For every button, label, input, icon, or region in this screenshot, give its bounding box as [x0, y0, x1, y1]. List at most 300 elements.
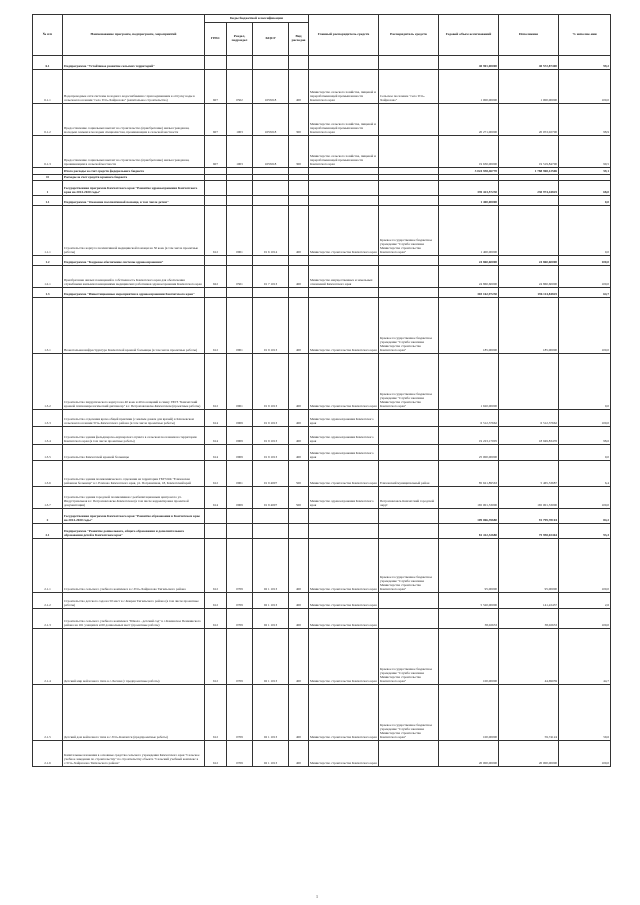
row-exec — [499, 196, 559, 206]
row-main-admin: Министерство сельского хозяйства, пищевой и перерабатывающей промышленности Камчатского края — [309, 136, 379, 168]
row-number: 1.1 — [33, 196, 63, 206]
row-percent: 64,7 — [559, 288, 611, 298]
row-name: Строительство здания поликлинического отделения на территории ГБУЗ КК "Елизовская районная больница" в г. Елизово Камчатского края, ул. Пограничная, 18, Камчатский край — [63, 461, 205, 487]
row-main-admin — [309, 168, 379, 175]
row-name: Подпрограмма "Оказание паллиативной помощи, в том числе детям" — [63, 196, 205, 206]
row-name: Водопроводные сети системы холодного водоснабжения с присоединением к отпуску воды в сельском поселении "село Усть-Хайрюзово" (капитальное строительство) — [63, 70, 205, 104]
row-name: Предоставление социальных выплат на строительство (приобретение) жилья гражданам, молодым семьям и молодым специалистам, проживающим в сельской местности — [63, 104, 205, 136]
row-rz: 0709 — [227, 685, 253, 741]
row-total: 25 000,00000 — [439, 445, 499, 461]
row-grbs — [205, 509, 227, 524]
row-grbs: 607 — [205, 70, 227, 104]
row-rz — [227, 509, 253, 524]
row-vr: 400 — [289, 539, 309, 593]
row-grbs: 612 — [205, 593, 227, 609]
row-percent: 100,0 — [559, 410, 611, 427]
row-number: 6.1.1 — [33, 70, 63, 104]
row-exec: 44,69039 — [499, 629, 559, 685]
row-percent: 93,3 — [559, 524, 611, 539]
table-row — [33, 445, 611, 461]
row-kcsr: 01 7 1013 — [253, 266, 289, 288]
row-vr — [289, 181, 309, 196]
row-exec — [499, 445, 559, 461]
row-grbs — [205, 56, 227, 70]
table-row — [33, 487, 611, 509]
table-row — [33, 136, 611, 168]
row-kcsr: 02 1 1013 — [253, 609, 289, 629]
row-name: Подпрограмма "Кадровое обеспечение системы здравоохранения" — [63, 256, 205, 266]
row-number: 1.3 — [33, 288, 63, 298]
row-total: 40 901,00000 — [439, 56, 499, 70]
row-main-admin: Министерство строительства Камчатского края — [309, 609, 379, 629]
row-main-admin: Министерство здравоохранения Камчатского края — [309, 445, 379, 461]
row-number: 1.3.6 — [33, 461, 63, 487]
row-name: Подпрограмма "Инвестиционные мероприятия в здравоохранении Камчатского края" — [63, 288, 205, 298]
table-body — [33, 56, 611, 767]
row-admin — [379, 593, 439, 609]
row-grbs: 612 — [205, 629, 227, 685]
row-percent: 100,0 — [559, 266, 611, 288]
row-grbs — [205, 524, 227, 539]
row-number: 2 — [33, 509, 63, 524]
row-exec: 185,00000 — [499, 298, 559, 354]
row-main-admin: Министерство здравоохранения Камчатского края — [309, 410, 379, 427]
row-admin — [379, 410, 439, 427]
row-rz: 0901 — [227, 298, 253, 354]
row-percent: 0,0 — [559, 354, 611, 410]
row-vr — [289, 509, 309, 524]
row-name: Неонатальная инфраструктура Камчатской краевой больницы (в том числе проектные работы) — [63, 298, 205, 354]
row-total: 339 423,57230 — [439, 181, 499, 196]
row-total: 185,00000 — [439, 298, 499, 354]
row-exec — [499, 206, 559, 256]
row-kcsr: 01 9 4007 — [253, 461, 289, 487]
row-rz — [227, 168, 253, 175]
row-kcsr: 01 6 1014 — [253, 206, 289, 256]
row-percent: 0,0 — [559, 206, 611, 256]
row-rz: 0709 — [227, 593, 253, 609]
row-grbs: 607 — [205, 104, 227, 136]
row-vr: 500 — [289, 461, 309, 487]
row-number: 1.3.4 — [33, 427, 63, 445]
row-admin — [379, 288, 439, 298]
header-name: Наименование программ, подпрограмм, мероприятий — [63, 15, 205, 56]
row-rz: 0502 — [227, 70, 253, 104]
row-rz: 0909 — [227, 427, 253, 445]
row-number: 1.3.1 — [33, 298, 63, 354]
row-total: 20 271,00000 — [439, 104, 499, 136]
row-kcsr — [253, 256, 289, 266]
row-main-admin: Министерство здравоохранения Камчатского края — [309, 487, 379, 509]
row-name: Детский дом войлочного типа в с.Усть-Камчатск (предпроектные работы) — [63, 685, 205, 741]
table-row — [33, 593, 611, 609]
row-total: 1 400,00000 — [439, 206, 499, 256]
row-vr: 400 — [289, 685, 309, 741]
row-exec: 18 949,83476 — [499, 427, 559, 445]
row-percent: 100,0 — [559, 487, 611, 509]
row-exec: 75 958,02464 — [499, 524, 559, 539]
row-admin — [379, 256, 439, 266]
row-rz — [227, 196, 253, 206]
row-total: 6 512,37662 — [439, 410, 499, 427]
table-row — [33, 539, 611, 593]
row-total: 19 223,17005 — [439, 427, 499, 445]
row-rz: 0709 — [227, 609, 253, 629]
row-rz: 0901 — [227, 354, 253, 410]
row-vr: 400 — [289, 266, 309, 288]
row-grbs: 614 — [205, 410, 227, 427]
row-admin — [379, 266, 439, 288]
row-admin: Краевое государственное бюджетное учреждение "Служба заказчика Министерства строительства Камчатского края" — [379, 298, 439, 354]
row-number: 2.1.6 — [33, 741, 63, 767]
row-kcsr: 1655018 — [253, 136, 289, 168]
row-number: 2.1 — [33, 524, 63, 539]
row-grbs — [205, 256, 227, 266]
table-row — [33, 410, 611, 427]
row-main-admin: Министерство сельского хозяйства, пищевой и перерабатывающей промышленности Камчатского края — [309, 70, 379, 104]
row-admin — [379, 524, 439, 539]
row-total: 24 860,60000 — [439, 266, 499, 288]
row-kcsr: 01 9 1013 — [253, 445, 289, 461]
row-number: 1.3.5 — [33, 445, 63, 461]
row-kcsr: 02 1 1013 — [253, 685, 289, 741]
row-name: Государственная программа Камчатского края "Развитие образования в Камчатском крае на 2014-2020 годы" — [63, 509, 205, 524]
row-exec: 1 000,00000 — [499, 70, 559, 104]
table-row — [33, 288, 611, 298]
row-name: Государственная программа Камчатского края "Развитие здравоохранения Камчатского края на 2014-2020 годы" — [63, 181, 205, 196]
row-main-admin: Министерство строительства Камчатского края — [309, 298, 379, 354]
row-total: 81 412,32680 — [439, 524, 499, 539]
row-admin: Краевое государственное бюджетное учреждение "Служба заказчика Министерства строительства Камчатского края" — [379, 629, 439, 685]
row-percent: 99,2 — [559, 56, 611, 70]
row-vr: 400 — [289, 354, 309, 410]
row-admin: Краевое государственное бюджетное учреждение "Служба заказчика Министерства строительства Камчатского края" — [379, 354, 439, 410]
row-percent: 59,1 — [559, 168, 611, 175]
row-grbs: 612 — [205, 539, 227, 593]
budget-table — [32, 14, 611, 767]
row-name: Подпрограмма "Устойчивое развитие сельских территорий" — [63, 56, 205, 70]
row-main-admin: Министерство имущественных и земельных отношений Камчатского края — [309, 266, 379, 288]
row-vr: 400 — [289, 629, 309, 685]
page-number: 1 — [316, 894, 318, 899]
header-admin: Распорядитель средств — [379, 15, 439, 56]
table-row — [33, 298, 611, 354]
row-kcsr: 02 1 1013 — [253, 539, 289, 593]
row-main-admin: Министерство здравоохранения Камчатского края — [309, 427, 379, 445]
row-main-admin — [309, 509, 379, 524]
row-vr: 300 — [289, 104, 309, 136]
row-grbs — [205, 181, 227, 196]
row-rz: 0909 — [227, 445, 253, 461]
row-admin — [379, 741, 439, 767]
row-kcsr — [253, 524, 289, 539]
row-vr — [289, 168, 309, 175]
row-percent: 44,7 — [559, 629, 611, 685]
row-kcsr — [253, 288, 289, 298]
row-grbs: 612 — [205, 206, 227, 256]
header-grbs: ГРБС — [205, 23, 227, 56]
table-row — [33, 206, 611, 256]
row-exec: 20 053,02700 — [499, 104, 559, 136]
row-total: 95,00000 — [439, 539, 499, 593]
row-percent: 100,0 — [559, 539, 611, 593]
row-vr — [289, 56, 309, 70]
row-rz: 0709 — [227, 629, 253, 685]
row-rz — [227, 256, 253, 266]
row-vr: 400 — [289, 206, 309, 256]
row-total: 1 620,00000 — [439, 354, 499, 410]
row-kcsr: 02 1 1013 — [253, 629, 289, 685]
row-total: 109 066,39680 — [439, 509, 499, 524]
row-exec: 91 799,78104 — [499, 509, 559, 524]
row-kcsr: 02 1 1013 — [253, 593, 289, 609]
row-number: 1.3.7 — [33, 487, 63, 509]
row-total: 100,00000 — [439, 685, 499, 741]
row-percent: 100,0 — [559, 741, 611, 767]
row-total: 5 520,00000 — [439, 593, 499, 609]
row-percent: 98,9 — [559, 104, 611, 136]
row-main-admin: Министерство сельского хозяйства, пищевой и перерабатывающей промышленности Камчатского края — [309, 104, 379, 136]
row-kcsr: 01 9 1013 — [253, 410, 289, 427]
row-name: Строительство корпуса паллиативной медицинской помощи на 50 коек (в том числе проектные работы) — [63, 206, 205, 256]
table-row — [33, 461, 611, 487]
row-rz: 1003 — [227, 104, 253, 136]
table-row — [33, 629, 611, 685]
row-vr: 400 — [289, 609, 309, 629]
header-total: Годовой объем ассигнований — [439, 15, 499, 56]
row-rz: 1003 — [227, 136, 253, 168]
row-vr — [289, 288, 309, 298]
row-name: Строительство сельского учебного комплекса в с.Усть-Хайрюзово Тигильского района — [63, 539, 205, 593]
row-vr: 400 — [289, 593, 309, 609]
row-number: 2.1.2 — [33, 593, 63, 609]
row-grbs — [205, 196, 227, 206]
row-percent: 84,2 — [559, 509, 611, 524]
row-percent: 100,0 — [559, 609, 611, 629]
row-number: 6.1 — [33, 56, 63, 70]
row-total: 165 001,33000 — [439, 487, 499, 509]
row-main-admin — [309, 256, 379, 266]
row-number — [33, 168, 63, 175]
table-row — [33, 509, 611, 524]
row-kcsr: 02 1 1013 — [253, 741, 289, 767]
row-number: 1.2 — [33, 256, 63, 266]
row-vr: 400 — [289, 445, 309, 461]
row-exec: 20 000,00000 — [499, 741, 559, 767]
header-percent: % исполне-ния — [559, 15, 611, 56]
table-header — [33, 15, 611, 56]
row-percent: 100,0 — [559, 256, 611, 266]
row-percent: 6,4 — [559, 461, 611, 487]
table-row — [33, 104, 611, 136]
row-total: 85 621,89563 — [439, 461, 499, 487]
header-codes-group: Коды бюджетной классификации — [205, 15, 309, 23]
row-admin — [379, 427, 439, 445]
header-vr: Вид расходов — [289, 23, 309, 56]
row-exec: 40 572,87400 — [499, 56, 559, 70]
row-grbs: 614 — [205, 487, 227, 509]
row-name: Капитальные вложения в основные средства сельского учреждения Камчатского края "Сельское учебное заведение по строительству" по строительству объекта "Сельский учебный комплекс в с.Усть-Хайрюзово Тигильского района" — [63, 741, 205, 767]
row-percent: 2,6 — [559, 593, 611, 609]
row-admin — [379, 445, 439, 461]
row-exec: 1 788 968,12506 — [499, 168, 559, 175]
row-number: 1.1.1 — [33, 206, 63, 256]
row-grbs: 612 — [205, 741, 227, 767]
table-row — [33, 181, 611, 196]
row-name: Итого расходы за счет средств федерального бюджета — [63, 168, 205, 175]
row-name: Строительство хирургического корпуса на 40 коек и 40 посещений в смену ГБУЗ "Камчатский краевой психоневрологический диспансер" в г. Петропавловске-Камчатском (проектные работы) — [63, 354, 205, 410]
table-row — [33, 266, 611, 288]
row-rz: 0901 — [227, 206, 253, 256]
row-rz — [227, 181, 253, 196]
row-percent: 100,0 — [559, 298, 611, 354]
row-grbs: 607 — [205, 136, 227, 168]
table-row — [33, 56, 611, 70]
row-exec: 196 114,84825 — [499, 288, 559, 298]
row-grbs: 612 — [205, 298, 227, 354]
row-admin — [379, 104, 439, 136]
row-rz: 0909 — [227, 410, 253, 427]
row-rz — [227, 524, 253, 539]
row-total: 38,02633 — [439, 609, 499, 629]
row-kcsr: 01 9 1013 — [253, 427, 289, 445]
row-grbs: 612 — [205, 461, 227, 487]
row-rz: 0501 — [227, 266, 253, 288]
row-number: II — [33, 175, 63, 181]
row-admin: Краевое государственное бюджетное учреждение "Служба заказчика Министерства строительства Камчатского края" — [379, 206, 439, 256]
row-total: 20 000,00000 — [439, 741, 499, 767]
row-name: Подпрограмма "Развитие дошкольного, общего образования и дополнительного образования детей в Камчатском крае" — [63, 524, 205, 539]
row-main-admin: Министерство строительства Камчатского края — [309, 629, 379, 685]
row-admin — [379, 609, 439, 629]
row-name: Строительство Камчатской краевой больницы — [63, 445, 205, 461]
row-percent: 59,6 — [559, 685, 611, 741]
row-number: 2.1.3 — [33, 609, 63, 629]
row-kcsr: 01 9 1013 — [253, 298, 289, 354]
table-row — [33, 256, 611, 266]
row-admin: Сельское поселение "село Усть-Хайрюзово" — [379, 70, 439, 104]
row-exec: 141,22437 — [499, 593, 559, 609]
row-vr: 400 — [289, 410, 309, 427]
row-vr: 400 — [289, 70, 309, 104]
row-admin — [379, 509, 439, 524]
row-grbs — [205, 168, 227, 175]
row-name: Строительство здания фельдшерско-акушерского пункта в сельском поселении на территории Камчатского края (в том числе проектные работы) — [63, 427, 205, 445]
row-rz — [227, 288, 253, 298]
row-number: 1.3.2 — [33, 354, 63, 410]
row-vr: 400 — [289, 427, 309, 445]
header-exec: Исполнение — [499, 15, 559, 56]
header-kcsr: КЦСР — [253, 23, 289, 56]
row-name: Строительство отделения врача общей практики (с жилым домом для врачей) в Ключевском сельском поселении Усть-Камчатского района (в том числе проектные работы) — [63, 410, 205, 427]
row-admin — [379, 196, 439, 206]
row-admin — [379, 168, 439, 175]
row-main-admin — [309, 56, 379, 70]
table-row — [33, 427, 611, 445]
row-exec: 165 001,33000 — [499, 487, 559, 509]
row-admin: Краевое государственное бюджетное учреждение "Служба заказчика Министерства строительства Камчатского края" — [379, 685, 439, 741]
row-number: 6.1.3 — [33, 136, 63, 168]
row-number: 6.1.2 — [33, 104, 63, 136]
table-row — [33, 168, 611, 175]
row-vr — [289, 196, 309, 206]
row-total: 1 400,00000 — [439, 196, 499, 206]
row-exec: 6 512,37662 — [499, 410, 559, 427]
row-kcsr: 1655018 — [253, 104, 289, 136]
row-grbs: 612 — [205, 354, 227, 410]
row-name: Строительство сельского учебного комплекса "Школа - детский сад" в с.Каменское Пенжинского района на 161 учащихся и 60 дошкольных мест (проектные работы) — [63, 609, 205, 629]
row-exec: 95,00000 — [499, 539, 559, 593]
row-exec — [499, 354, 559, 410]
row-number: 2.1.4 — [33, 629, 63, 685]
row-kcsr: 01 9 1013 — [253, 354, 289, 410]
row-main-admin: Министерство строительства Камчатского края — [309, 461, 379, 487]
row-name: Приобретение жилых помещений в собственность Камчатского края для обеспечения служебными жилыми помещениями медицинских работников здравоохранения Камчатского края — [63, 266, 205, 288]
row-main-admin: Министерство строительства Камчатского края — [309, 354, 379, 410]
row-percent: 100,0 — [559, 70, 611, 104]
row-kcsr — [253, 168, 289, 175]
row-main-admin — [309, 288, 379, 298]
row-name: Строительство детского сада на 50 мест в с.Ковран Тигильского района (в том числе проектные работы) — [63, 593, 205, 609]
row-number: 2.1.5 — [33, 685, 63, 741]
row-admin — [379, 136, 439, 168]
row-total: 19 630,00000 — [439, 136, 499, 168]
row-percent: 68,0 — [559, 181, 611, 196]
row-admin — [379, 181, 439, 196]
report-sheet — [32, 14, 610, 767]
row-exec: 19 519,84700 — [499, 136, 559, 168]
row-vr: 300 — [289, 136, 309, 168]
table-row — [33, 741, 611, 767]
table-row — [33, 196, 611, 206]
row-admin — [379, 56, 439, 70]
row-percent: 0,0 — [559, 196, 611, 206]
table-row — [33, 685, 611, 741]
row-main-admin — [309, 524, 379, 539]
row-admin: Краевое государственное бюджетное учреждение "Служба заказчика Министерства строительства Камчатского края" — [379, 539, 439, 593]
row-vr: 400 — [289, 298, 309, 354]
row-name: Строительство здания городской поликлиники с реабилитационным центром по ул. Индустриальная в г. Петропавловске-Камчатском (в том числе корректировка проектной документации) — [63, 487, 205, 509]
row-exec: 5 465,53687 — [499, 461, 559, 487]
row-main-admin: Министерство строительства Камчатского края — [309, 593, 379, 609]
row-exec: 24 860,60000 — [499, 266, 559, 288]
row-main-admin — [309, 181, 379, 196]
row-exec: 38,02633 — [499, 609, 559, 629]
header-main-admin: Главный распорядитель средств — [309, 15, 379, 56]
row-percent: 98,6 — [559, 427, 611, 445]
row-total: 1 000,00000 — [439, 70, 499, 104]
row-rz: 0709 — [227, 539, 253, 593]
row-number: 1 — [33, 181, 63, 196]
row-main-admin: Министерство строительства Камчатского края — [309, 539, 379, 593]
row-kcsr — [253, 181, 289, 196]
table-row — [33, 524, 611, 539]
row-percent: 99,5 — [559, 136, 611, 168]
row-admin: Петропавловск-Камчатский городской округ — [379, 487, 439, 509]
row-kcsr: 1655018 — [253, 70, 289, 104]
row-main-admin: Министерство строительства Камчатского края — [309, 741, 379, 767]
row-rz — [227, 56, 253, 70]
row-main-admin — [309, 196, 379, 206]
row-rz: 0901 — [227, 461, 253, 487]
row-total: 100,00000 — [439, 629, 499, 685]
row-vr: 400 — [289, 741, 309, 767]
row-grbs: 614 — [205, 445, 227, 461]
row-main-admin: Министерство строительства Камчатского края — [309, 206, 379, 256]
row-kcsr — [253, 56, 289, 70]
table-row — [33, 609, 611, 629]
row-rz: 0909 — [227, 487, 253, 509]
